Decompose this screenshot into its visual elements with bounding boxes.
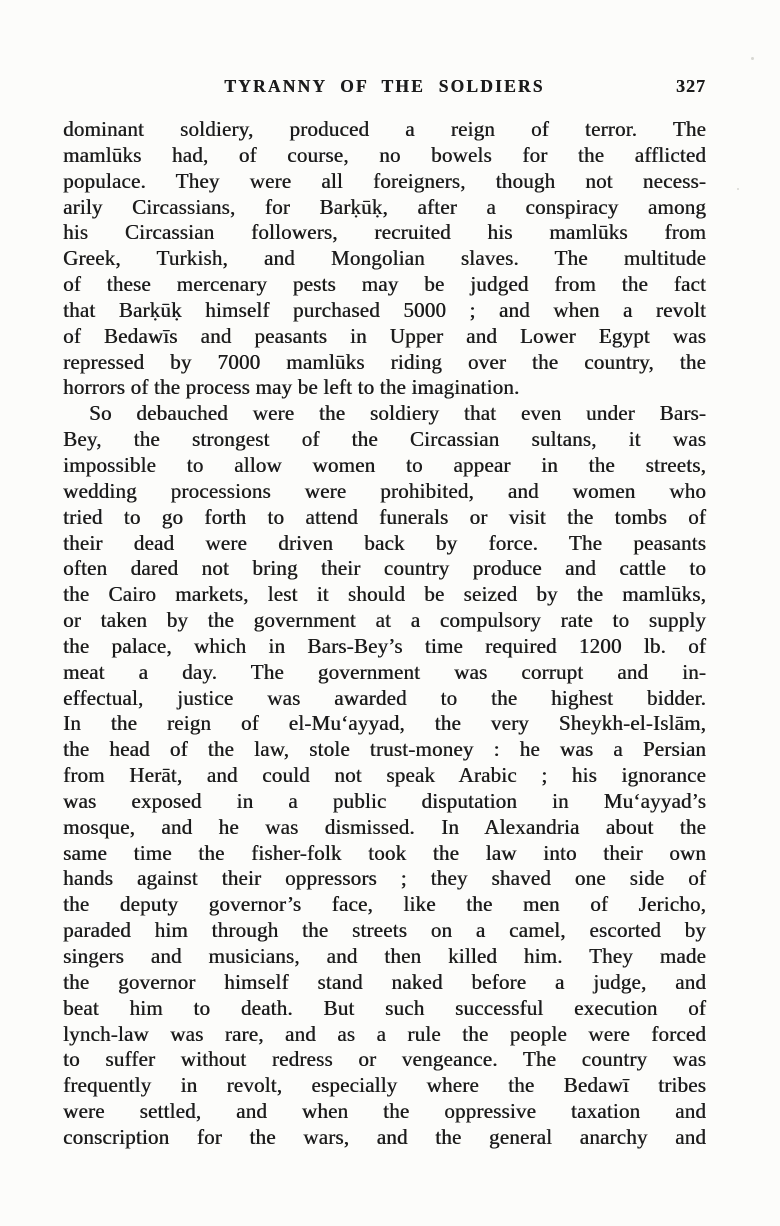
text-line: were settled, and when the oppressive taxation and — [63, 1099, 706, 1124]
text-line: frequently in revolt, especially where the Bedawī tribes — [63, 1073, 706, 1098]
text-line: same time the fisher-folk took the law into their own — [63, 840, 706, 865]
text-line: their dead were driven back by force. The peasants — [63, 530, 706, 555]
text-line: So debauched were the soldiery that even under Bars- — [89, 401, 706, 426]
text-line: dominant soldiery, produced a reign of terror. The — [63, 117, 706, 141]
text-line: was exposed in a public disputation in Mu‘ayyad’s — [63, 788, 706, 813]
paragraph — [63, 401, 706, 1150]
text-line: meat a day. The government was corrupt and in- — [63, 659, 706, 684]
text-line: effectual, justice was awarded to the highest bidder. — [63, 685, 706, 710]
text-line: lynch-law was rare, and as a rule the people were forced — [63, 1021, 706, 1046]
text-line: or taken by the government at a compulsory rate to supply — [63, 608, 706, 633]
text-line: of these mercenary pests may be judged from the fact — [63, 272, 706, 297]
scan-speckle — [751, 57, 754, 60]
text-line: conscription for the wars, and the general anarchy and — [63, 1124, 706, 1149]
scan-speckle — [737, 188, 739, 190]
text-line: paraded him through the streets on a camel, escorted by — [63, 918, 706, 943]
text-line: the palace, which in Bars-Bey’s time required 1200 lb. of — [63, 633, 706, 658]
text-line: the deputy governor’s face, like the men of Jericho, — [63, 892, 706, 917]
text-line: that Barḳūḳ himself purchased 5000 ; and when a revolt — [63, 297, 706, 322]
text-line: the Cairo markets, lest it should be seized by the mamlūks, — [63, 582, 706, 607]
text-block — [63, 117, 706, 1151]
text-line: to suffer without redress or vengeance. The country was — [63, 1047, 706, 1072]
text-line: mamlūks had, of course, no bowels for the afflicted — [63, 142, 706, 167]
text-line: Bey, the strongest of the Circassian sultans, it was — [63, 427, 706, 452]
text-line: often dared not bring their country produce and cattle to — [63, 556, 706, 581]
text-line: the head of the law, stole trust-money : he was a Persian — [63, 737, 706, 762]
text-line: beat him to death. But such successful execution of — [63, 995, 706, 1020]
text-line: singers and musicians, and then killed him. They made — [63, 944, 706, 968]
text-line: Greek, Turkish, and Mongolian slaves. The multitude — [63, 246, 706, 271]
text-line: the governor himself stand naked before a judge, and — [63, 969, 706, 994]
page-number: 327 — [676, 76, 706, 96]
text-line: repressed by 7000 mamlūks riding over the country, the — [63, 349, 706, 374]
text-line: his Circassian followers, recruited his mamlūks from — [63, 220, 706, 245]
header-title: TYRANNY OF THE SOLDIERS — [224, 76, 545, 96]
paragraph — [63, 117, 706, 401]
text-line: In the reign of el-Mu‘ayyad, the very Sheykh-el-Islām, — [63, 711, 706, 736]
running-header — [63, 76, 706, 102]
text-line: mosque, and he was dismissed. In Alexandria about the — [63, 814, 706, 839]
text-line: of Bedawīs and peasants in Upper and Lower Egypt was — [63, 323, 706, 348]
text-line: tried to go forth to attend funerals or visit the tombs of — [63, 504, 706, 529]
text-line: horrors of the process may be left to the imagination. — [63, 375, 520, 400]
text-line: wedding processions were prohibited, and women who — [63, 478, 706, 503]
text-line: from Herāt, and could not speak Arabic ; his ignorance — [63, 763, 706, 788]
text-line: populace. They were all foreigners, though not necess- — [63, 168, 706, 193]
text-line: hands against their oppressors ; they shaved one side of — [63, 866, 706, 891]
text-line: impossible to allow women to appear in the streets, — [63, 452, 706, 477]
text-line: arily Circassians, for Barḳūḳ, after a conspiracy among — [63, 194, 706, 219]
